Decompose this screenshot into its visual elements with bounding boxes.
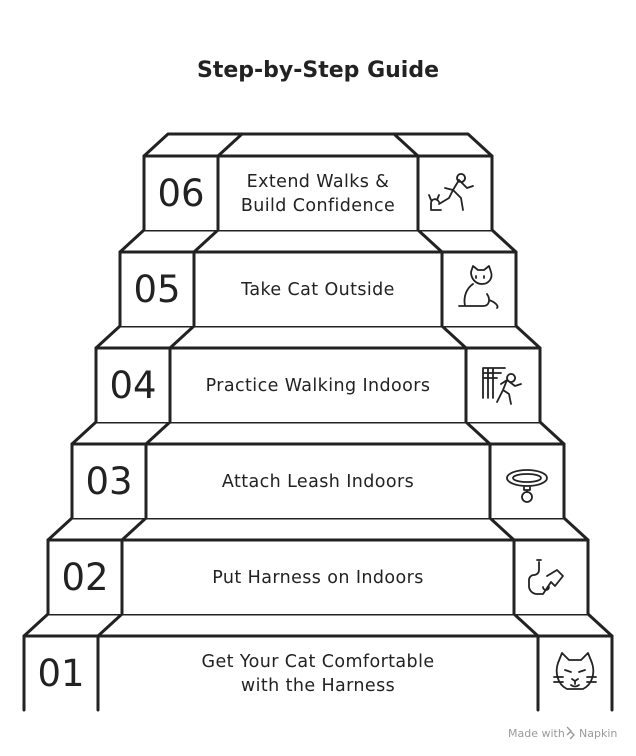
step-number: 05 xyxy=(133,268,181,311)
napkin-logo-icon xyxy=(567,727,574,739)
step-04 xyxy=(96,326,540,422)
step-label-line: Take Cat Outside xyxy=(241,280,395,300)
footer-brand: Napkin xyxy=(579,727,618,740)
step-number: 01 xyxy=(37,652,85,695)
step-label-line: Practice Walking Indoors xyxy=(205,376,431,396)
step-label-line: Extend Walks & xyxy=(246,172,390,192)
step-number: 03 xyxy=(85,460,133,503)
step-01 xyxy=(24,614,612,710)
footer xyxy=(508,727,617,740)
step-03 xyxy=(72,422,564,518)
step-number: 06 xyxy=(157,172,205,215)
step-05 xyxy=(120,230,516,326)
step-label-line: Get Your Cat Comfortable xyxy=(201,652,435,672)
step-label-line: Put Harness on Indoors xyxy=(212,568,424,588)
footer-made-with: Made with xyxy=(508,727,565,740)
step-number: 04 xyxy=(109,364,157,407)
step-number: 02 xyxy=(61,556,109,599)
diagram-title: Step-by-Step Guide xyxy=(197,58,439,83)
step-label-line: Build Confidence xyxy=(240,196,396,216)
staircase xyxy=(24,134,612,710)
step-label-line: with the Harness xyxy=(240,676,396,696)
step-06 xyxy=(144,134,492,230)
step-02 xyxy=(48,518,588,614)
step-label-line: Attach Leash Indoors xyxy=(221,472,415,492)
